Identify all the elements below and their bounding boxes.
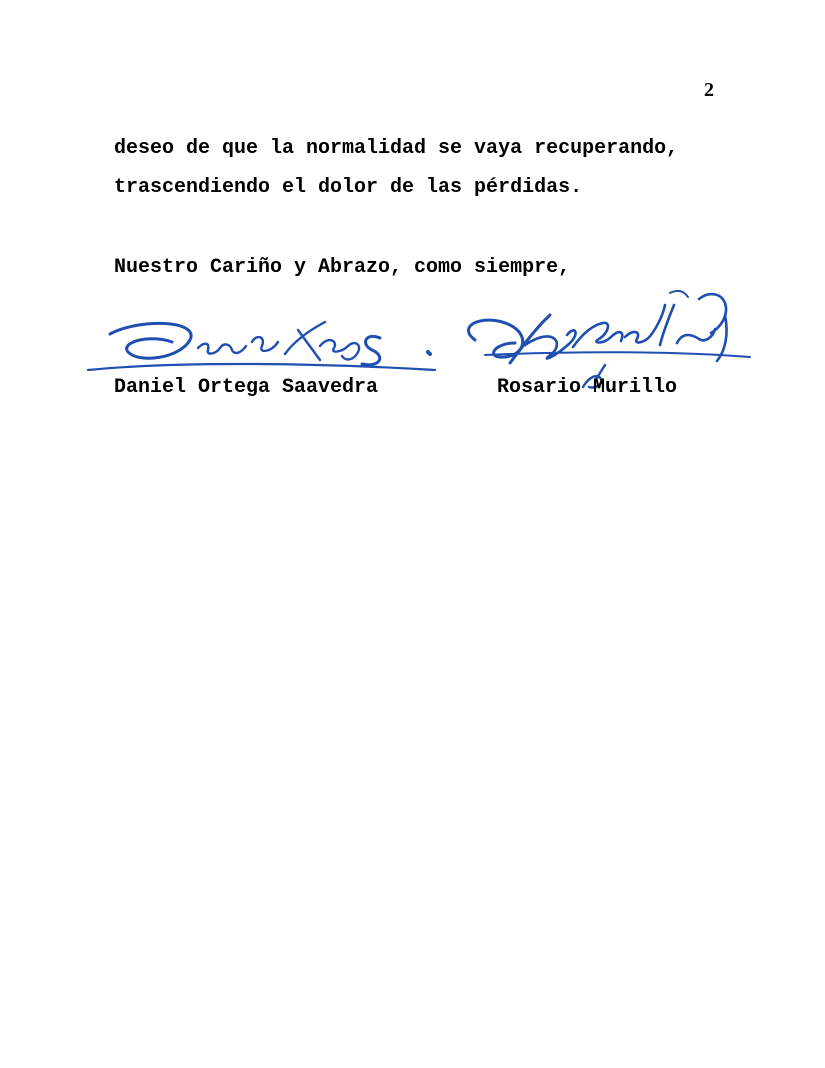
body-line-2: trascendiendo el dolor de las pérdidas.	[114, 176, 583, 199]
signer-name-right: Rosario Murillo	[497, 376, 678, 399]
body-line-1: deseo de que la normalidad se vaya recuperando,	[114, 137, 679, 160]
signature-daniel-ortega	[80, 312, 450, 382]
closing-line: Nuestro Cariño y Abrazo, como siempre,	[114, 256, 571, 279]
page-number: 2	[704, 79, 714, 101]
signer-name-left: Daniel Ortega Saavedra	[114, 376, 379, 399]
